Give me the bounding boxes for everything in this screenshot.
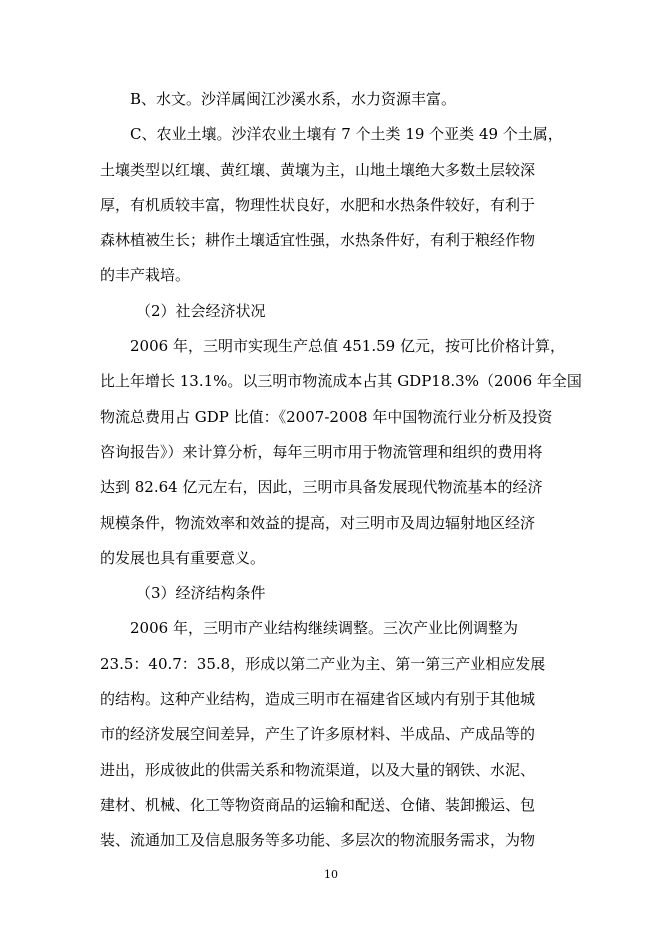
- text-line: 23.5：40.7：35.8，形成以第二产业为主、第一第三产业相应发展: [100, 654, 546, 673]
- document-body: [100, 82, 582, 859]
- text-line: 的结构。这种产业结构，造成三明市在福建省区域内有别于其他城: [100, 690, 536, 709]
- text-line: 2006 年，三明市产业结构继续调整。三次产业比例调整为: [130, 619, 518, 638]
- text-line: （3）经济结构条件: [136, 584, 266, 603]
- text-line: 建材、机械、化工等物资商品的运输和配送、仓储、装卸搬运、包: [100, 795, 536, 814]
- text-line: 厚，有机质较丰富，物理性状良好，水肥和水热条件较好，有利于: [100, 195, 536, 214]
- paragraph: [100, 611, 550, 858]
- text-line: 进出，形成彼此的供需关系和物流渠道，以及大量的钢铁、水泥、: [100, 760, 536, 779]
- paragraph: [100, 117, 563, 293]
- text-line: 土壤类型以红壤、黄红壤、黄壤为主，山地土壤绝大多数土层较深: [100, 160, 536, 179]
- section-heading: [100, 576, 550, 611]
- text-line: 比上年增长 13.1%。以三明市物流成本占其 GDP18.3%（2006 年全国: [100, 372, 582, 391]
- text-line: 物流总费用占 GDP 比值：《2007-2008 年中国物流行业分析及投资: [100, 407, 553, 426]
- text-line: 咨询报告》）来计算分析，每年三明市用于物流管理和组织的费用将: [100, 442, 543, 461]
- text-line: 2006 年，三明市实现生产总值 451.59 亿元，按可比价格计算，: [130, 337, 565, 356]
- page-number: 10: [324, 868, 338, 881]
- paragraph: [100, 82, 550, 117]
- text-line: 的发展也具有重要意义。: [100, 548, 266, 567]
- text-line: B、水文。沙洋属闽江沙溪水系，水力资源丰富。: [130, 90, 457, 108]
- text-line: 森林植被生长；耕作土壤适宜性强，水热条件好，有利于粮经作物: [100, 231, 536, 250]
- paragraph: [100, 329, 582, 576]
- text-line: C、农业土壤。沙洋农业土壤有 7 个土类 19 个亚类 49 个土属，: [130, 125, 563, 144]
- section-heading: [100, 294, 550, 329]
- text-line: （2）社会经济状况: [136, 301, 266, 320]
- text-line: 规模条件，物流效率和效益的提高，对三明市及周边辐射地区经济: [100, 513, 536, 532]
- text-line: 达到 82.64 亿元左右，因此，三明市具备发展现代物流基本的经济: [100, 478, 543, 497]
- text-line: 市的经济发展空间差异，产生了许多原材料、半成品、产成品等的: [100, 725, 536, 744]
- text-line: 的丰产栽培。: [100, 266, 191, 285]
- text-line: 装、流通加工及信息服务等多功能、多层次的物流服务需求，为物: [100, 831, 536, 850]
